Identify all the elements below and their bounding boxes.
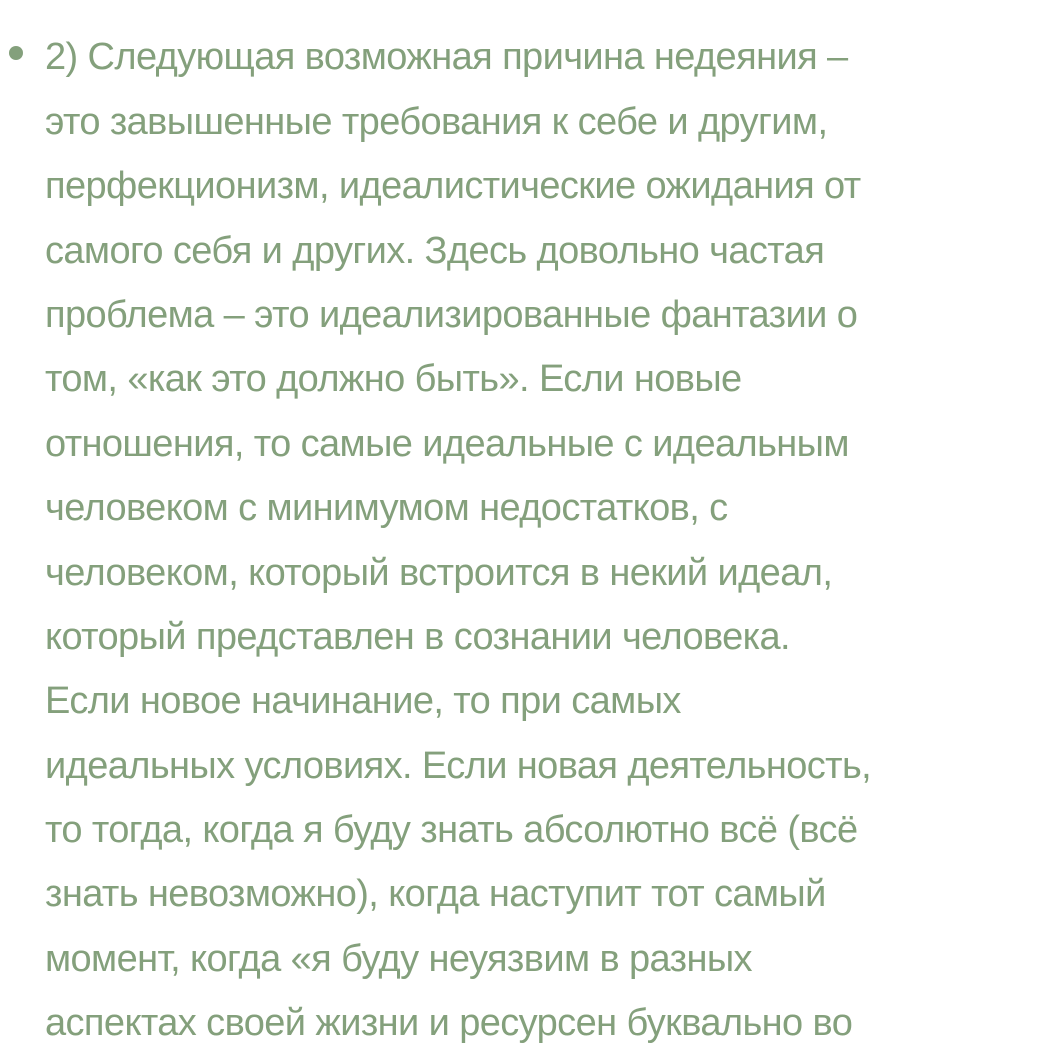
paragraph-line: проблема – это идеализированные фантазии о [45, 293, 858, 336]
paragraph-line: это завышенные требования к себе и другим, [45, 100, 828, 143]
list-bullet-icon [9, 46, 23, 60]
paragraph-line: аспектах своей жизни и ресурсен буквально во [45, 1002, 853, 1045]
paragraph-line: самого себя и других. Здесь довольно частая [45, 229, 825, 272]
paragraph-line: Если новое начинание, то при самых [45, 680, 681, 723]
paragraph-line: том, «как это должно быть». Если новые [45, 358, 742, 401]
paragraph-line: момент, когда «я буду неуязвим в разных [45, 937, 752, 980]
paragraph-line: идеальных условиях. Если новая деятельность, [45, 744, 872, 787]
paragraph-line: 2) Следующая возможная причина недеяния – [45, 36, 848, 79]
paragraph-line: человеком, который встроится в некий идеал, [45, 551, 833, 594]
paragraph-line: перфекционизм, идеалистические ожидания от [45, 165, 861, 208]
paragraph-line: отношения, то самые идеальные с идеальным [45, 422, 849, 465]
paragraph-line: человеком с минимумом недостатков, с [45, 487, 728, 530]
paragraph-line: который представлен в сознании человека. [45, 615, 791, 658]
paragraph-line: то тогда, когда я буду знать абсолютно всё (всё [45, 809, 858, 852]
paragraph-line: знать невозможно), когда наступит тот самый [45, 873, 826, 916]
partial-line-above [0, 0, 1047, 25]
